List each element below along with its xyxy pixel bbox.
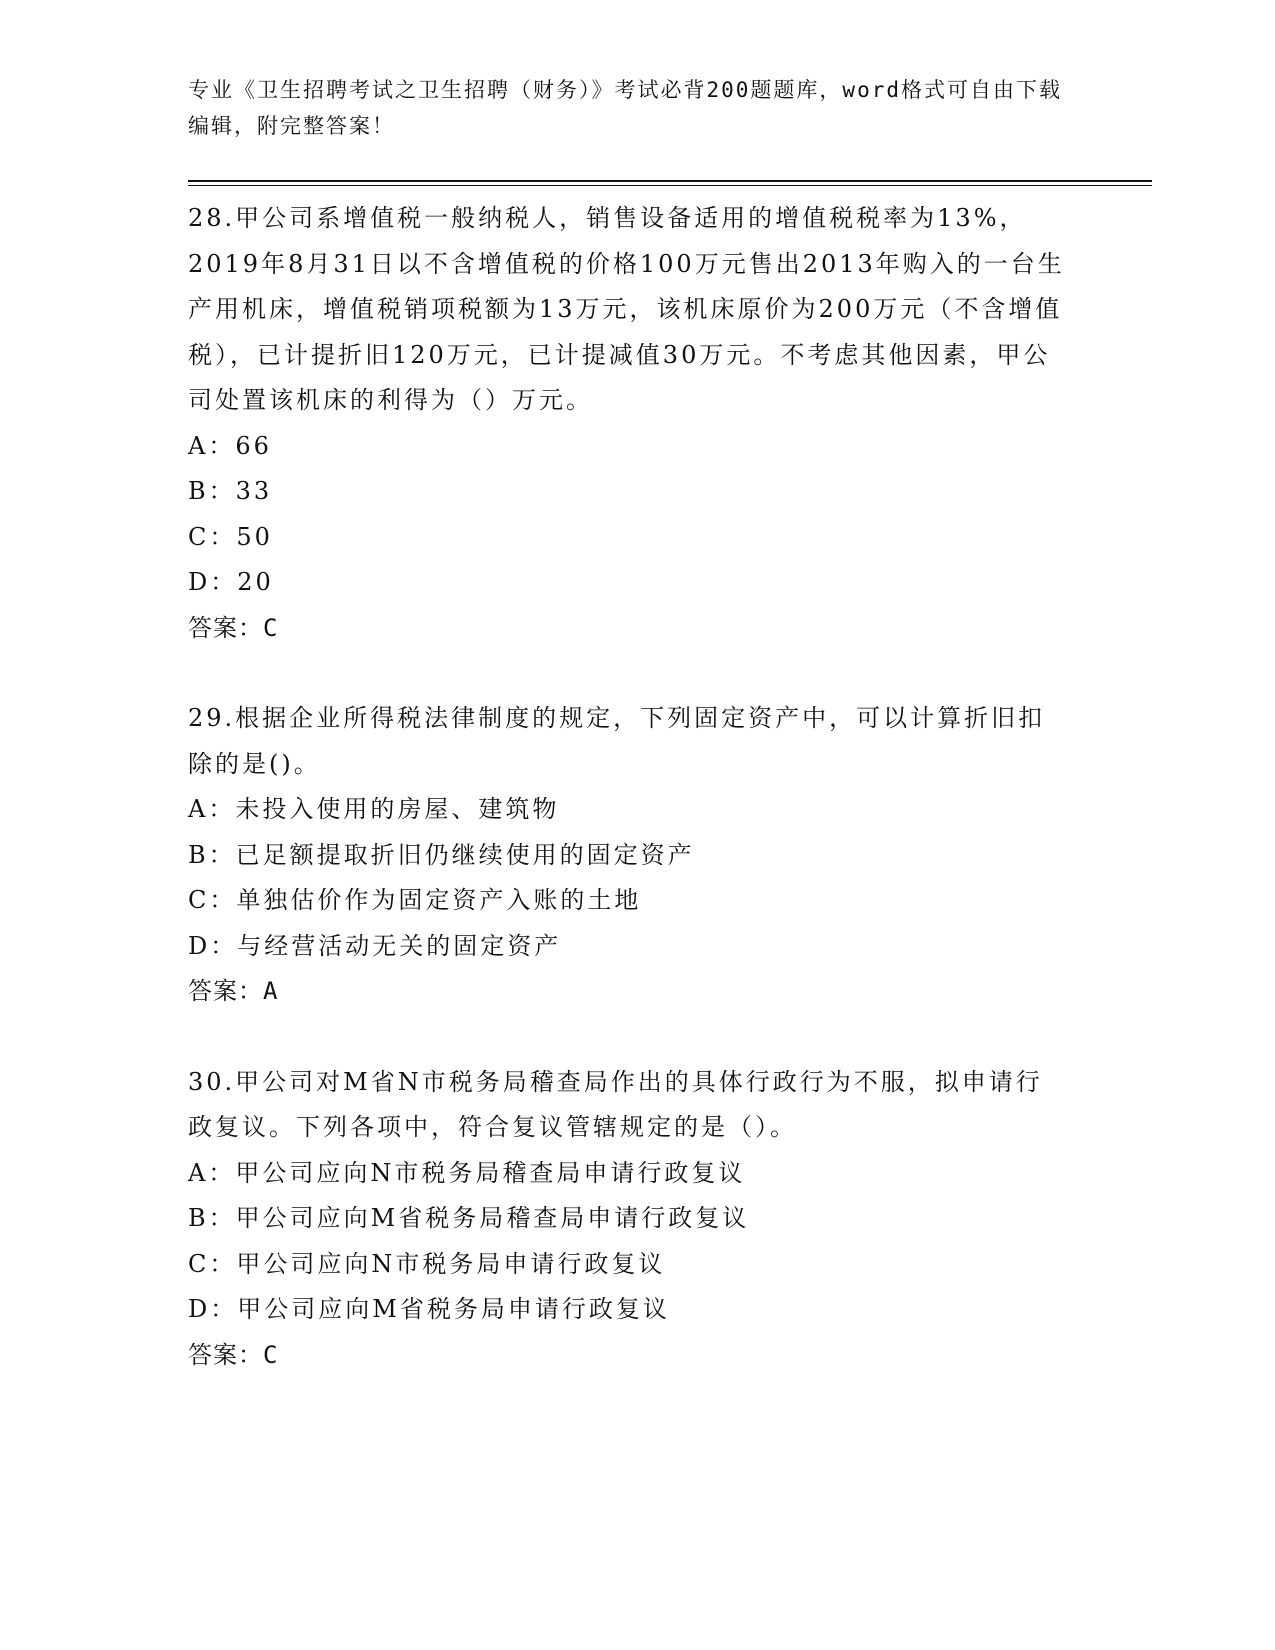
option-d: D：20 [188, 568, 274, 596]
option-d: D：甲公司应向M省税务局申请行政复议 [188, 1295, 670, 1323]
option-a: A：甲公司应向N市税务局稽查局申请行政复议 [188, 1158, 746, 1187]
option-c: C：50 [188, 522, 273, 551]
document-page [188, 72, 1152, 1378]
document-header: 专业《卫生招聘考试之卫生招聘（财务）》考试必背200题题库，word格式可自由下载编辑，附完整答案！ [188, 78, 1062, 138]
question-stem: 28.甲公司系增值税一般纳税人，销售设备适用的增值税税率为13%，2019年8月31日以不含增值税的价格100万元售出2013年购入的一台生产用机床，增值税销项税额为13万元，该机床原价为200万元（不含增值税），已计提折旧120万元，已计提减值30万元。不考虑其他因素，甲公司处置该机床的利得为（）万元。 [188, 204, 1065, 414]
question-28 [188, 196, 1152, 651]
option-a: A：66 [188, 431, 272, 460]
question-stem: 30.甲公司对M省N市税务局稽查局作出的具体行政行为不服，拟申请行政复议。下列各项中，符合复议管辖规定的是（）。 [188, 1067, 1043, 1141]
option-b: B：33 [188, 477, 273, 505]
answer-line: 答案：C [188, 613, 279, 642]
option-d: D：与经营活动无关的固定资产 [188, 931, 562, 960]
question-stem: 29.根据企业所得税法律制度的规定，下列固定资产中，可以计算折旧扣除的是()。 [188, 704, 1046, 778]
option-a: A：未投入使用的房屋、建筑物 [188, 795, 560, 823]
option-c: C：甲公司应向N市税务局申请行政复议 [188, 1249, 666, 1278]
question-29 [188, 696, 1152, 1015]
option-b: B：甲公司应向M省税务局稽查局申请行政复议 [188, 1204, 750, 1232]
answer-line: 答案：A [188, 977, 279, 1005]
question-30 [188, 1060, 1152, 1379]
option-b: B：已足额提取折旧仍继续使用的固定资产 [188, 840, 695, 869]
option-c: C：单独估价作为固定资产入账的土地 [188, 886, 642, 914]
header-divider [188, 180, 1152, 186]
answer-line: 答案：C [188, 1340, 279, 1369]
